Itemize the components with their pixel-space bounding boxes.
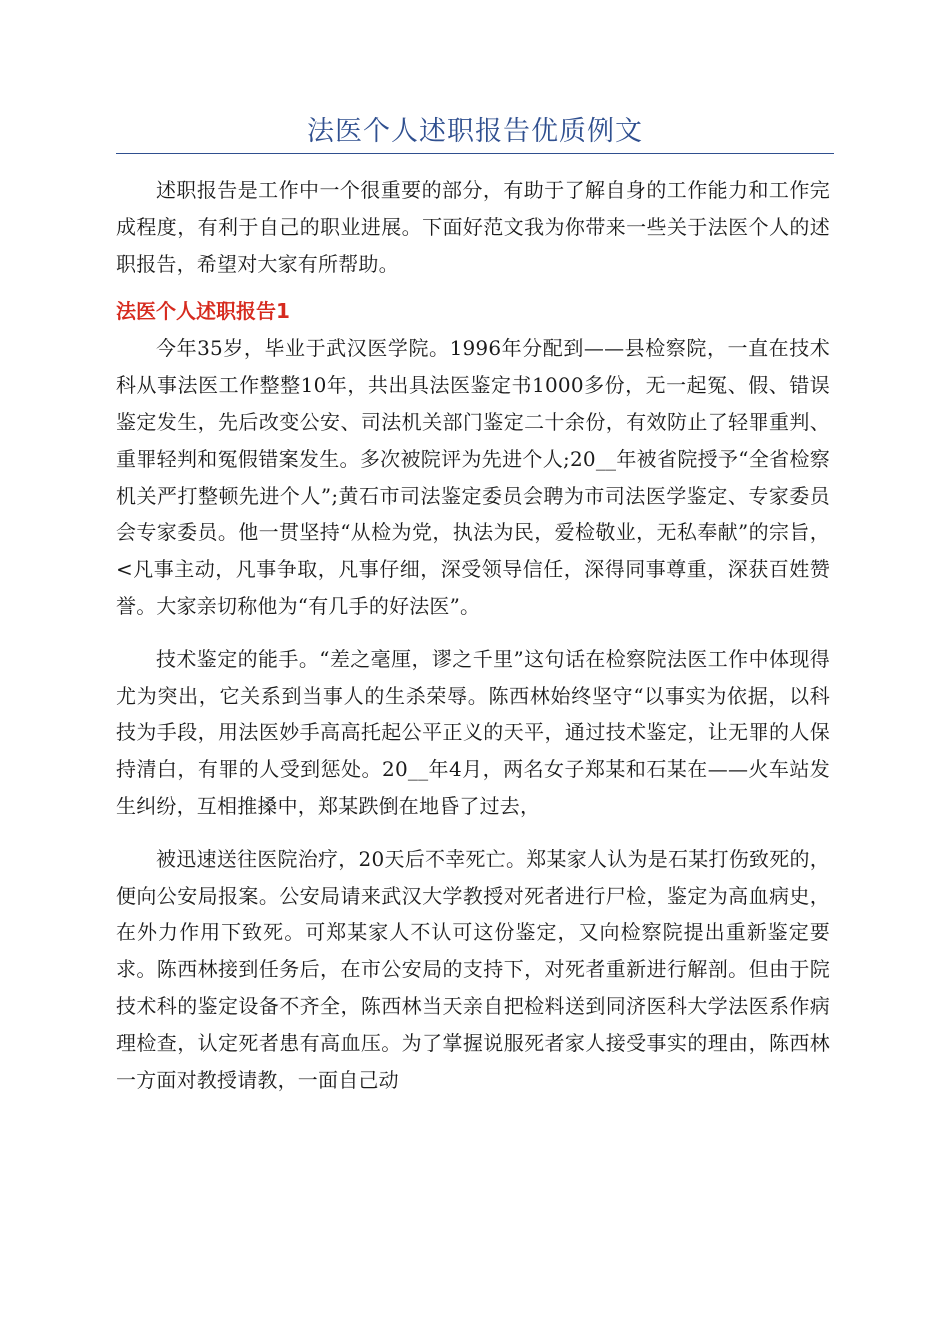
document-title: 法医个人述职报告优质例文: [307, 116, 643, 147]
intro-paragraph: 述职报告是工作中一个很重要的部分，有助于了解自身的工作能力和工作完成程度，有利于自己的职业进展。下面好范文我为你带来一些关于法医个人的述职报告，希望对大家有所帮助。: [116, 178, 830, 276]
body-paragraph: 技术鉴定的能手。“差之毫厘，谬之千里”这句话在检察院法医工作中体现得尤为突出，它关系到当事人的生杀荣辱。陈西林始终坚守“以事实为依据，以科技为手段，用法医妙手高高托起公平正义的天平，通过技术鉴定，让无罪的人保持清白，有罪的人受到惩处。20__年4月，两名女子郑某和石某在——火车站发生纠纷，互相推搡中，郑某跌倒在地昏了过去，: [116, 646, 830, 818]
section-heading: 法医个人述职报告1: [116, 299, 290, 324]
body-paragraph: 今年35岁，毕业于武汉医学院。1996年分配到——县检察院，一直在技术科从事法医工作整整10年，共出具法医鉴定书1000多份，无一起冤、假、错误鉴定发生，先后改变公安、司法机关部门鉴定二十余份，有效防止了轻罪重判、重罪轻判和冤假错案发生。多次被院评为先进个人;20__年被省院授予“全省检察机关严打整顿先进个人”;黄石市司法鉴定委员会聘为市司法医学鉴定、专家委员会专家委员。他一贯坚持“从检为党，执法为民，爱检敬业，无私奉献”的宗旨，<凡事主动，凡事争取，凡事仔细，深受领导信任，深得同事尊重，深获百姓赞誉。大家亲切称他为“有几手的好法医”。: [116, 336, 830, 618]
spacer: [116, 625, 830, 641]
spacer: [116, 825, 830, 841]
body-paragraph: 被迅速送往医院治疗，20天后不幸死亡。郑某家人认为是石某打伤致死的，便向公安局报案。公安局请来武汉大学教授对死者进行尸检，鉴定为高血病史，在外力作用下致死。可郑某家人不认可这份鉴定，又向检察院提出重新鉴定要求。陈西林接到任务后，在市公安局的支持下，对死者重新进行解剖。但由于院技术科的鉴定设备不齐全，陈西林当天亲自把检料送到同济医科大学法医系作病理检查，认定死者患有高血压。为了掌握说服死者家人接受事实的理由，陈西林一方面对教授请教，一面自己动: [116, 846, 830, 1092]
title-underline: [116, 153, 834, 154]
document-body: [116, 172, 830, 1098]
spacer: [116, 282, 830, 296]
